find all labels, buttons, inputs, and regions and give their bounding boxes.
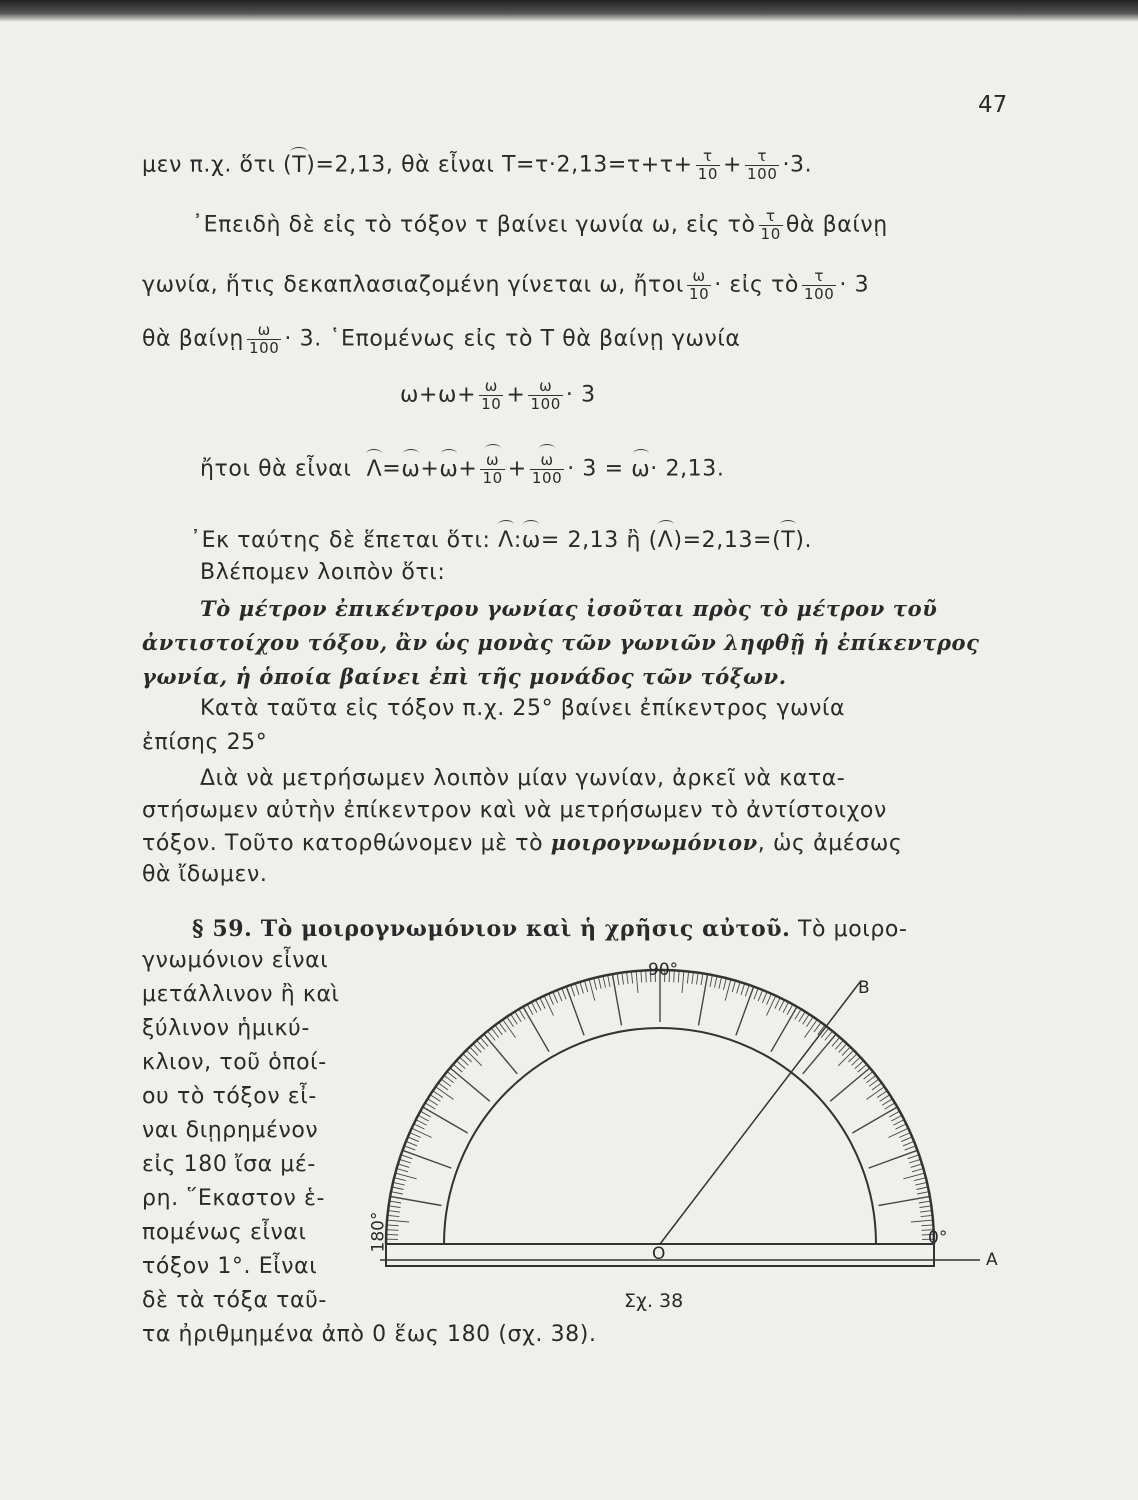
tick-106 xyxy=(585,981,588,993)
tick-22 xyxy=(903,1141,914,1146)
tick-103 xyxy=(598,977,601,989)
text-line-7: ᾿Εκ ταύτης δὲ ἕπεται ὅτι: Λ:ω= 2,13 ἢ (Λ)=2,13=(T). xyxy=(190,528,813,553)
tick-145 xyxy=(436,1087,454,1100)
tick-161 xyxy=(401,1155,412,1159)
para2-line-1: Διὰ νὰ μετρήσωμεν λοιπὸν μίαν γωνίαν, ἀρκεῖ νὰ κατα- xyxy=(200,766,846,791)
tick-120 xyxy=(523,1007,549,1052)
tick-57 xyxy=(803,1014,810,1024)
arc-T: T xyxy=(292,152,307,178)
tick-119 xyxy=(527,1004,533,1014)
tick-81 xyxy=(701,973,703,985)
tick-37 xyxy=(869,1079,879,1086)
left-col-11: δὲ τὰ τόξα ταῦ- xyxy=(142,1288,327,1313)
tick-5 xyxy=(911,1220,933,1222)
tick-73 xyxy=(737,982,741,993)
tick-148 xyxy=(428,1099,438,1105)
tick-32 xyxy=(882,1099,892,1105)
tick-163 xyxy=(398,1164,409,1168)
tick-116 xyxy=(540,998,545,1009)
tick-169 xyxy=(391,1192,403,1194)
tick-35 xyxy=(866,1087,884,1100)
left-col-2: μετάλλινον ἢ καὶ xyxy=(142,982,340,1007)
tick-16 xyxy=(912,1169,924,1172)
tick-170 xyxy=(390,1196,441,1205)
tick-70 xyxy=(736,987,754,1036)
tick-158 xyxy=(406,1141,417,1146)
tick-102 xyxy=(603,976,606,988)
tick-104 xyxy=(594,978,597,990)
tick-121 xyxy=(519,1009,525,1019)
inner-arc xyxy=(444,1028,876,1244)
tick-125 xyxy=(503,1020,516,1038)
text-line-8: Βλέπομεν λοιπὸν ὅτι: xyxy=(200,560,446,585)
tick-98 xyxy=(622,973,624,985)
text-line-4: θὰ βαίνῃ $\frac{\omega}{100}$ · 3. ῾Επομένως εἰς τὸ Τ θὰ βαίνῃ γωνία xyxy=(142,321,741,357)
tick-79 xyxy=(710,975,712,987)
left-col-5: ου τὸ τόξον εἶ- xyxy=(142,1084,317,1109)
left-col-10: τόξον 1°. Εἶναι xyxy=(142,1254,318,1279)
tick-18 xyxy=(909,1159,920,1163)
figure-caption: Σχ. 38 xyxy=(624,1290,684,1312)
tick-94 xyxy=(641,971,642,983)
tick-111 xyxy=(562,988,566,999)
tick-152 xyxy=(418,1115,429,1121)
tick-26 xyxy=(896,1124,907,1129)
tick-10 xyxy=(879,1196,930,1205)
tick-126 xyxy=(499,1022,506,1032)
tick-38 xyxy=(867,1075,876,1082)
tick-132 xyxy=(477,1040,485,1049)
tick-64 xyxy=(775,998,780,1009)
tick-65 xyxy=(767,996,776,1016)
tick-58 xyxy=(799,1012,805,1022)
tick-27 xyxy=(893,1120,904,1126)
tick-171 xyxy=(389,1201,401,1203)
left-col-9: πομένως εἶναι xyxy=(142,1220,307,1245)
tick-110 xyxy=(566,987,584,1036)
tick-52 xyxy=(821,1028,828,1037)
tick-40 xyxy=(830,1068,870,1101)
tick-127 xyxy=(495,1025,502,1035)
tick-31 xyxy=(885,1103,895,1109)
tick-66 xyxy=(767,994,772,1005)
tick-113 xyxy=(553,992,558,1003)
label-B: B xyxy=(858,978,870,998)
tick-17 xyxy=(911,1164,922,1168)
label-0: 0° xyxy=(928,1228,948,1248)
tick-82 xyxy=(697,973,699,985)
tick-150 xyxy=(423,1107,468,1133)
tick-9 xyxy=(919,1201,931,1203)
tick-59 xyxy=(795,1009,801,1019)
tick-162 xyxy=(399,1159,410,1163)
tick-13 xyxy=(915,1182,927,1185)
tick-80 xyxy=(699,974,708,1025)
tick-63 xyxy=(779,1000,785,1011)
tick-135 xyxy=(466,1050,482,1066)
tick-142 xyxy=(444,1075,453,1082)
tick-93 xyxy=(646,970,647,982)
formula-line-6: ἤτοι θὰ εἶναι Λ=ω+ω+ $\frac{\omega}{10}$ + $\frac{\omega}{100}$ · 3 = ω· 2,13. xyxy=(200,451,725,487)
tick-138 xyxy=(456,1061,465,1069)
tick-20 xyxy=(869,1150,918,1168)
ray-OB xyxy=(660,982,860,1244)
formula-line-5: ω+ω+ $\frac{\omega}{10}$ + $\frac{\omega}{100}$ · 3 xyxy=(400,377,596,413)
tick-76 xyxy=(723,978,726,990)
tick-7 xyxy=(920,1211,932,1213)
tick-14 xyxy=(914,1178,926,1181)
tick-160 xyxy=(403,1150,452,1168)
top-shadow xyxy=(0,0,1138,22)
tick-118 xyxy=(531,1002,537,1013)
left-col-4: κλιον, τοῦ ὁποί- xyxy=(142,1050,327,1075)
tick-28 xyxy=(891,1115,902,1121)
tick-143 xyxy=(441,1079,451,1086)
left-col-3: ξύλινον ἡμικύ- xyxy=(142,1016,310,1041)
tick-29 xyxy=(889,1111,899,1117)
tick-122 xyxy=(515,1012,521,1022)
label-90: 90° xyxy=(648,960,679,980)
tick-153 xyxy=(416,1120,427,1126)
tick-12 xyxy=(916,1187,928,1190)
left-col-6: ναι διῃρημένον xyxy=(142,1118,319,1143)
tick-67 xyxy=(762,992,767,1003)
left-col-1: γνωμόνιον εἶναι xyxy=(142,948,329,973)
tick-96 xyxy=(631,972,632,984)
label-A: A xyxy=(986,1250,998,1270)
last-line: τα ἠριθμημένα ἀπὸ 0 ἕως 180 (σχ. 38). xyxy=(142,1322,597,1347)
para1-line-1: Κατὰ ταῦτα εἰς τόξον π.χ. 25° βαίνει ἐπίκεντρος γωνία xyxy=(200,696,846,721)
tick-157 xyxy=(408,1137,419,1142)
tick-42 xyxy=(855,1061,864,1069)
tick-114 xyxy=(549,994,554,1005)
tick-77 xyxy=(719,977,722,989)
tick-172 xyxy=(389,1206,401,1208)
tick-69 xyxy=(754,988,758,999)
tick-166 xyxy=(394,1178,406,1181)
tick-99 xyxy=(617,973,619,985)
section-heading: § 59. Τὸ μοιρογνωμόνιον καὶ ἡ χρῆσις αὐτοῦ. Τὸ μοιρο- xyxy=(192,916,908,942)
tick-72 xyxy=(741,983,745,994)
theorem-line-2: ἀντιστοίχου τόξου, ἂν ὡς μονὰς τῶν γωνιῶν ληφθῇ ἡ ἐπίκεντρος xyxy=(142,630,980,655)
tick-173 xyxy=(388,1211,400,1213)
tick-176 xyxy=(387,1225,399,1226)
tick-146 xyxy=(433,1091,443,1098)
text-line-1: μεν π.χ. ὅτι (T)=2,13, θὰ εἶναι Τ=τ·2,13=τ+τ+ $\frac{\tau}{10}$ + $\frac{\tau}{100}$ ·3. xyxy=(142,147,813,183)
tick-25 xyxy=(888,1128,908,1137)
para1-line-2: ἐπίσης 25° xyxy=(142,730,268,755)
tick-147 xyxy=(430,1095,440,1102)
tick-151 xyxy=(420,1111,430,1117)
tick-97 xyxy=(627,972,629,984)
tick-24 xyxy=(899,1133,910,1138)
tick-130 xyxy=(484,1034,517,1074)
tick-62 xyxy=(783,1002,789,1013)
tick-156 xyxy=(410,1133,421,1138)
tick-167 xyxy=(393,1182,405,1185)
tick-124 xyxy=(507,1017,514,1027)
tick-60 xyxy=(771,1007,797,1052)
tick-154 xyxy=(414,1124,425,1129)
tick-83 xyxy=(692,972,694,984)
tick-168 xyxy=(392,1187,404,1190)
text-line-3: γωνία, ἥτις δεκαπλασιαζομένη γίνεται ω, ἤτοι $\frac{\omega}{10}$ · εἰς τὸ $\frac{\tau}{100}$ · 3 xyxy=(142,267,870,303)
tick-44 xyxy=(849,1054,858,1062)
tick-15 xyxy=(903,1173,924,1179)
tick-30 xyxy=(852,1107,897,1133)
left-col-8: ρη. ῞Εκαστον ἑ- xyxy=(142,1186,326,1211)
page-number: 47 xyxy=(978,92,1008,118)
tick-21 xyxy=(905,1146,916,1150)
tick-75 xyxy=(725,979,731,1000)
tick-115 xyxy=(544,996,553,1016)
tick-140 xyxy=(450,1068,490,1101)
label-O: O xyxy=(652,1244,666,1264)
tick-6 xyxy=(921,1215,933,1216)
tick-174 xyxy=(388,1215,400,1216)
tick-95 xyxy=(636,971,638,993)
tick-74 xyxy=(732,981,735,993)
tick-84 xyxy=(687,972,688,984)
text-line-2: ᾿Επειδὴ δὲ εἰς τὸ τόξον τ βαίνει γωνία ω, εἰς τὸ $\frac{\tau}{10}$ θὰ βαίνῃ xyxy=(192,207,888,243)
tick-23 xyxy=(901,1137,912,1142)
tick-45 xyxy=(838,1050,854,1066)
tick-155 xyxy=(412,1128,432,1137)
tick-85 xyxy=(682,971,684,993)
theorem-line-1: Τὸ μέτρον ἐπικέντρου γωνίας ἰσοῦται πρὸς τὸ μέτρον τοῦ xyxy=(200,596,938,621)
tick-107 xyxy=(580,982,584,993)
label-180: 180° xyxy=(368,1211,389,1253)
tick-109 xyxy=(571,985,575,996)
theorem-line-3: γωνία, ἡ ὁποία βαίνει ἐπὶ τῆς μονάδος τῶν τόξων. xyxy=(142,664,787,689)
tick-33 xyxy=(880,1095,890,1102)
tick-134 xyxy=(470,1047,478,1056)
tick-8 xyxy=(920,1206,932,1208)
tick-61 xyxy=(787,1004,793,1014)
tick-55 xyxy=(805,1020,818,1038)
tick-11 xyxy=(917,1192,929,1194)
para2-line-4: θὰ ἴδωμεν. xyxy=(142,862,268,887)
tick-56 xyxy=(807,1017,814,1027)
protractor-ticks xyxy=(386,970,934,1244)
tick-100 xyxy=(612,974,621,1025)
tick-71 xyxy=(745,985,749,996)
tick-50 xyxy=(803,1034,836,1074)
tick-117 xyxy=(536,1000,542,1011)
tick-105 xyxy=(589,979,595,1000)
tick-164 xyxy=(397,1169,409,1172)
tick-46 xyxy=(842,1047,850,1056)
tick-54 xyxy=(814,1022,821,1032)
tick-101 xyxy=(608,975,610,987)
tick-68 xyxy=(758,990,763,1001)
tick-144 xyxy=(438,1083,448,1090)
protractor-figure xyxy=(368,960,998,1284)
left-col-7: εἰς 180 ἴσα μέ- xyxy=(142,1152,316,1177)
tick-128 xyxy=(491,1028,498,1037)
tick-34 xyxy=(877,1091,887,1098)
tick-159 xyxy=(404,1146,415,1150)
tick-19 xyxy=(908,1155,919,1159)
tick-108 xyxy=(575,983,579,994)
para2-line-2: στήσωμεν αὐτὴν ἐπίκεντρον καὶ νὰ μετρήσωμεν τὸ ἀντίστοιχον xyxy=(142,798,887,823)
tick-4 xyxy=(921,1225,933,1226)
tick-112 xyxy=(557,990,562,1001)
para2-line-3: τόξον. Τοῦτο κατορθώνομεν μὲ τὸ μοιρογνωμόνιον, ὡς ἀμέσως xyxy=(142,830,903,856)
protractor-svg xyxy=(380,960,980,1280)
tick-48 xyxy=(835,1040,843,1049)
tick-78 xyxy=(715,976,718,988)
tick-175 xyxy=(387,1220,409,1222)
tick-86 xyxy=(678,971,679,983)
tick-149 xyxy=(425,1103,435,1109)
tick-165 xyxy=(395,1173,416,1179)
tick-123 xyxy=(511,1014,518,1024)
tick-136 xyxy=(463,1054,472,1062)
tick-36 xyxy=(872,1083,882,1090)
